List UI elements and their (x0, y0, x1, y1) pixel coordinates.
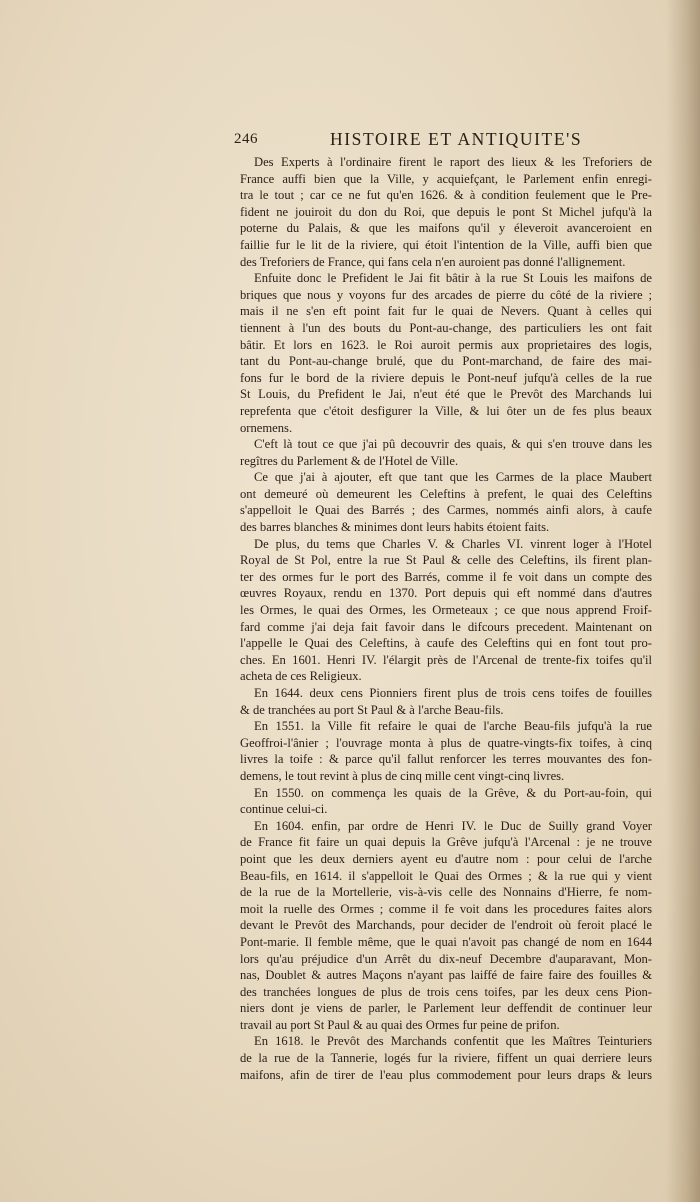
text-line: bâtir. Et lors en 1623. le Roi auroit permis aux proprietaires des logis, (240, 337, 652, 352)
text-line: briques que nous y voyons fur des arcades de pierre du côté de la riviere ; (240, 287, 652, 302)
text-line: livres la toife : & parce qu'il fallut renforcer les terres mouvantes des fon- (240, 752, 652, 767)
text-line: des Treforiers de France, qui fans cela n'en auroient pas donné l'allignement. (240, 254, 626, 269)
text-line: continue celui-ci. (240, 802, 328, 817)
text-line: France auffi bien que la Ville, y acquiefçant, le Parlement enfin enregi- (240, 171, 652, 186)
paragraph (240, 718, 652, 784)
text-line: En 1618. le Prevôt des Marchands confentit que les Maîtres Teinturiers (254, 1034, 652, 1049)
text-line: l'appelle le Quai des Celeftins, à caufe des Celeftins qui en font tout pro- (240, 636, 652, 651)
text-line: & de tranchées au port St Paul & à l'arche Beau-fils. (240, 702, 504, 717)
text-line: Des Experts à l'ordinaire firent le raport des lieux & les Treforiers de (254, 155, 652, 169)
text-line: s'appelloit le Quai des Barrés ; des Carmes, nommés ainfi alors, à caufe (240, 503, 652, 518)
text-line: ornemens. (240, 420, 293, 435)
paragraph (240, 436, 652, 469)
text-line: Geoffroi-l'ânier ; l'ouvrage monta à plus de quatre-vingts-fix toifes, à cinq (240, 735, 652, 750)
text-line: En 1551. la Ville fit refaire le quai de l'arche Beau-fils jufqu'à la rue (254, 719, 652, 734)
text-line: tra le tout ; car ce ne fut qu'en 1626. & à condition feulement que le Pre- (240, 188, 652, 203)
text-line: fons fur le bord de la riviere depuis le Pont-neuf jufqu'à celles de la rue (240, 370, 652, 385)
text-line: ches. En 1601. Henri IV. l'élargit près de l'Arcenal de trente-fix toifes qu'il (240, 652, 652, 667)
text-line: fard comme j'ai deja fait favoir dans le difcours precedent. Maintenant on (240, 619, 652, 634)
text-line: moit la ruelle des Ormes ; comme il fe voit dans les procedures faites alors (240, 901, 652, 916)
text-line: St Louis, du Prefident le Jai, n'eut été que le Prevôt des Marchands lui (240, 387, 652, 402)
text-line: Pont-marie. Il femble même, que le quai n'avoit pas changé de nom en 1644 (240, 934, 652, 949)
running-title: HISTOIRE ET ANTIQUITE'S (330, 129, 583, 149)
text-line: Ce que j'ai à ajouter, eft que tant que les Carmes de la place Maubert (254, 470, 652, 485)
text-line: acheta de ces Religieux. (240, 669, 362, 684)
text-line: œuvres Royaux, rendu en 1370. Port depuis qui eft nommé dans d'autres (240, 586, 652, 601)
text-line: De plus, du tems que Charles V. & Charles VI. vinrent loger à l'Hotel (254, 536, 652, 551)
paragraph (240, 270, 652, 436)
text-line: reprefenta que c'étoit desfigurer la Ville, & lui ôter un de fes plus beaux (240, 403, 652, 418)
text-line: ont demeuré où demeurent les Celeftins à prefent, le quai des Celeftins (240, 486, 652, 501)
text-line: Royal de St Pol, entre la rue St Paul & celle des Celeftins, ils firent plan- (240, 553, 652, 568)
text-line: nas, Doublet & autres Maçons n'ayant pas laiffé de faire faire des fouilles & (240, 968, 652, 983)
text-line: tiennent à l'un des bouts du Pont-au-change, des particuliers les ont fait (240, 320, 652, 335)
text-line: fident ne jouiroit du don du Roi, que depuis le pont St Michel jufqu'à la (240, 204, 652, 219)
paragraph (240, 785, 652, 818)
paragraph (240, 818, 652, 1034)
text-line: les Ormes, le quai des Ormes, les Ormeteaux ; ce que nous apprend Froif- (240, 603, 652, 618)
text-line: des tranchées longues de plus de trois cens toifes, par les deux cens Pion- (240, 984, 652, 999)
text-line: devant le Prevôt des Marchands, pour decider de l'endroit où feroit placé le (240, 918, 652, 933)
text-line: En 1604. enfin, par ordre de Henri IV. le Duc de Suilly grand Voyer (254, 818, 652, 833)
text-line: En 1550. on commença les quais de la Grêve, & du Port-au-foin, qui (254, 785, 652, 800)
text-line: regîtres du Parlement & de l'Hotel de Ville. (240, 453, 459, 468)
paragraph (240, 469, 652, 535)
body-text (240, 154, 652, 1083)
text-line: des barres blanches & minimes dont leurs habits étoient faits. (240, 520, 550, 535)
text-line: de la rue de la Mortellerie, vis-à-vis celle des Nonnains d'Hierre, fe nom- (240, 885, 652, 900)
text-line: tant du Pont-au-change brulé, que du Pont-marchand, de faire des mai- (240, 354, 652, 369)
text-line: En 1644. deux cens Pionniers firent plus de trois cens toifes de fouilles (254, 686, 652, 700)
paragraph (240, 685, 652, 718)
paragraph (240, 1033, 652, 1083)
text-line: mais il ne s'en eft point fait fur le quai de Nevers. Quant à celles qui (240, 304, 652, 319)
text-line: C'eft là tout ce que j'ai pû decouvrir des quais, & qui s'en trouve dans les (254, 437, 652, 452)
text-line: de France fit faire un quai depuis la Grêve jufqu'à l'Arcenal : je ne trouve (240, 835, 652, 850)
text-line: lors qu'au préjudice d'un Arrêt du dix-neuf Decembre d'auparavant, Mon- (240, 951, 652, 966)
text-line: faillie fur le lit de la riviere, qui étoit l'intention de la Ville, auffi bien que (240, 237, 652, 252)
page-number: 246 (234, 131, 258, 147)
text-line: poterne du Palais, & que les maifons qu'il y éleveroit avanceroient en (240, 221, 652, 236)
text-line: ter des ormes fur le port des Barrés, comme il fe voit dans un compte des (240, 569, 652, 584)
text-line: Beau-fils, en 1614. il s'appelloit le Quai des Ormes ; & la rue qui y vient (240, 868, 652, 883)
text-line: Enfuite donc le Prefident le Jai fit bâtir à la rue St Louis les maifons de (254, 271, 652, 286)
paragraph (240, 536, 652, 685)
text-line: maifons, afin de tirer de l'eau plus commodement pour leurs draps & leurs (240, 1067, 652, 1082)
page-header (234, 131, 654, 151)
text-line: travail au port St Paul & au quai des Ormes fur peine de prifon. (240, 1017, 560, 1032)
text-line: de la rue de la Tannerie, logés fur la riviere, fiffent un quai derriere leurs (240, 1051, 652, 1066)
paragraph (240, 154, 652, 270)
text-line: point que les deux derniers ayent eu d'autre nom : pour celui de l'arche (240, 851, 652, 866)
text-line: niers dont je viens de parler, le Parlement leur deffendit de continuer leur (240, 1001, 652, 1016)
text-line: demens, le tout revint à plus de cinq mille cent vingt-cinq livres. (240, 768, 565, 783)
